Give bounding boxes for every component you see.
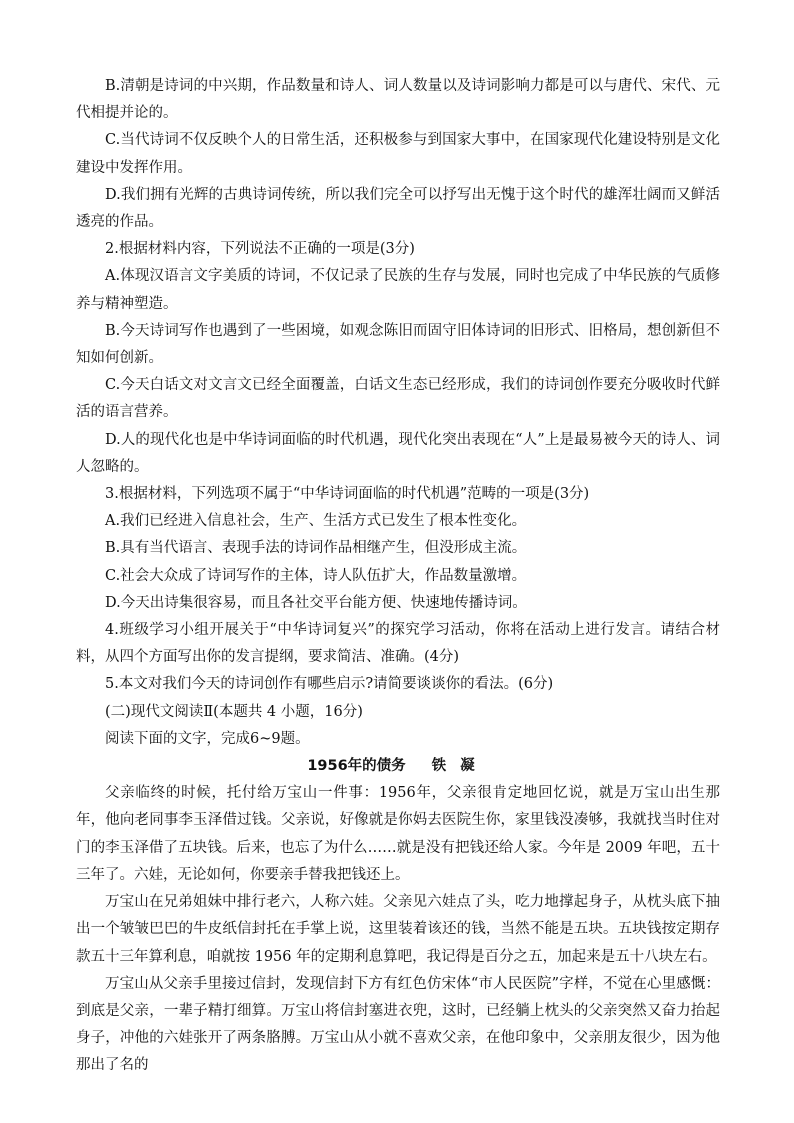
story-title-line [76,753,720,780]
section-instruction: 阅读下面的文字，完成6~9题。 [105,730,310,747]
q4-stem: 4.班级学习小组开展关于“中华诗词复兴”的探究学习活动，你将在活动上进行发言。请结合材料，从四个方面写出你的发言提纲，要求简洁、准确。(4分) [76,622,720,666]
q2-option-c: C.今天白话文对文言文已经全面覆盖，白话文生态已经形成，我们的诗词创作要充分吸收时代鲜活的语言营养。 [76,377,720,421]
story-paragraph: 父亲临终的时候，托付给万宝山一件事：1956年，父亲很肯定地回忆说，就是万宝山出生那年，他向老同事李玉泽借过钱。父亲说，好像就是你妈去医院生你，家里钱没凑够，我就找当时住对门的李玉泽借了五块钱。后来，也忘了为什么……就是没有把钱还给人家。今年是 2009 年吧，五十三年了。六娃，无论如何，你要亲手替我把钱还上。 [76,785,720,883]
q2-option-b: B.今天诗词写作也遇到了一些困境，如观念陈旧而固守旧体诗词的旧形式、旧格局，想创新但不知如何创新。 [76,322,720,367]
q3-option-c: C.社会大众成了诗词写作的主体，诗人队伍扩大，作品数量激增。 [105,567,527,584]
q3-option-b: B.具有当代语言、表现手法的诗词作品相继产生，但没形成主流。 [105,540,527,557]
section-heading: (二)现代文阅读Ⅱ(本题共 4 小题，16分) [105,703,363,720]
story-title: 1956年的债务 [307,758,406,775]
story-paragraph: 万宝山从父亲手里接过信封，发现信封下方有红色仿宋体“市人民医院”字样，不觉在心里感慨：到底是父亲，一辈子精打细算。万宝山将信封塞进衣兜，这时，已经躺上枕头的父亲突然又奋力抬起身子，冲他的六娃张开了两条胳膊。万宝山从小就不喜欢父亲，在他印象中，父亲朋友很少，因为他那出了名的 [76,975,720,1074]
q3-option-a: A.我们已经进入信息社会，生产、生活方式已发生了根本性变化。 [105,513,527,530]
q1-option-d: D.我们拥有光辉的古典诗词传统，所以我们完全可以抒写出无愧于这个时代的雄浑壮阔而又鲜活透亮的作品。 [76,186,720,231]
story-author: 铁凝 [431,758,489,775]
q3-stem: 3.根据材料，下列选项不属于“中华诗词面临的时代机遇”范畴的一项是(3分) [105,486,590,503]
document-page [76,73,720,1080]
q5-stem: 5.本文对我们今天的诗词创作有哪些启示?请简要谈谈你的看法。(6分) [105,676,554,693]
story-paragraph: 万宝山在兄弟姐妹中排行老六，人称六娃。父亲见六娃点了头，吃力地撑起身子，从枕头底下抽出一个皱皱巴巴的牛皮纸信封托在手掌上说，这里装着该还的钱，当然不能是五块。五块钱按定期存款五十三年算利息，咱就按 1956 年的定期利息算吧，我记得是百分之五，加起来是五十八块左右。 [76,894,720,965]
q1-option-c: C.当代诗词不仅反映个人的日常生活，还积极参与到国家大事中，在国家现代化建设特别是文化建设中发挥作用。 [76,132,720,176]
q2-option-a: A.体现汉语言文字美质的诗词，不仅记录了民族的生存与发展，同时也完成了中华民族的气质修养与精神塑造。 [76,268,720,312]
q2-option-d: D.人的现代化也是中华诗词面临的时代机遇，现代化突出表现在“人”上是最易被今天的诗人、词人忽略的。 [76,431,720,475]
q3-option-d: D.今天出诗集很容易，而且各社交平台能方便、快速地传播诗词。 [105,594,527,611]
q1-option-b: B.清朝是诗词的中兴期，作品数量和诗人、词人数量以及诗词影响力都是可以与唐代、宋代、元代相提并论的。 [76,78,720,122]
q2-stem: 2.根据材料内容，下列说法不正确的一项是(3分) [105,241,415,258]
